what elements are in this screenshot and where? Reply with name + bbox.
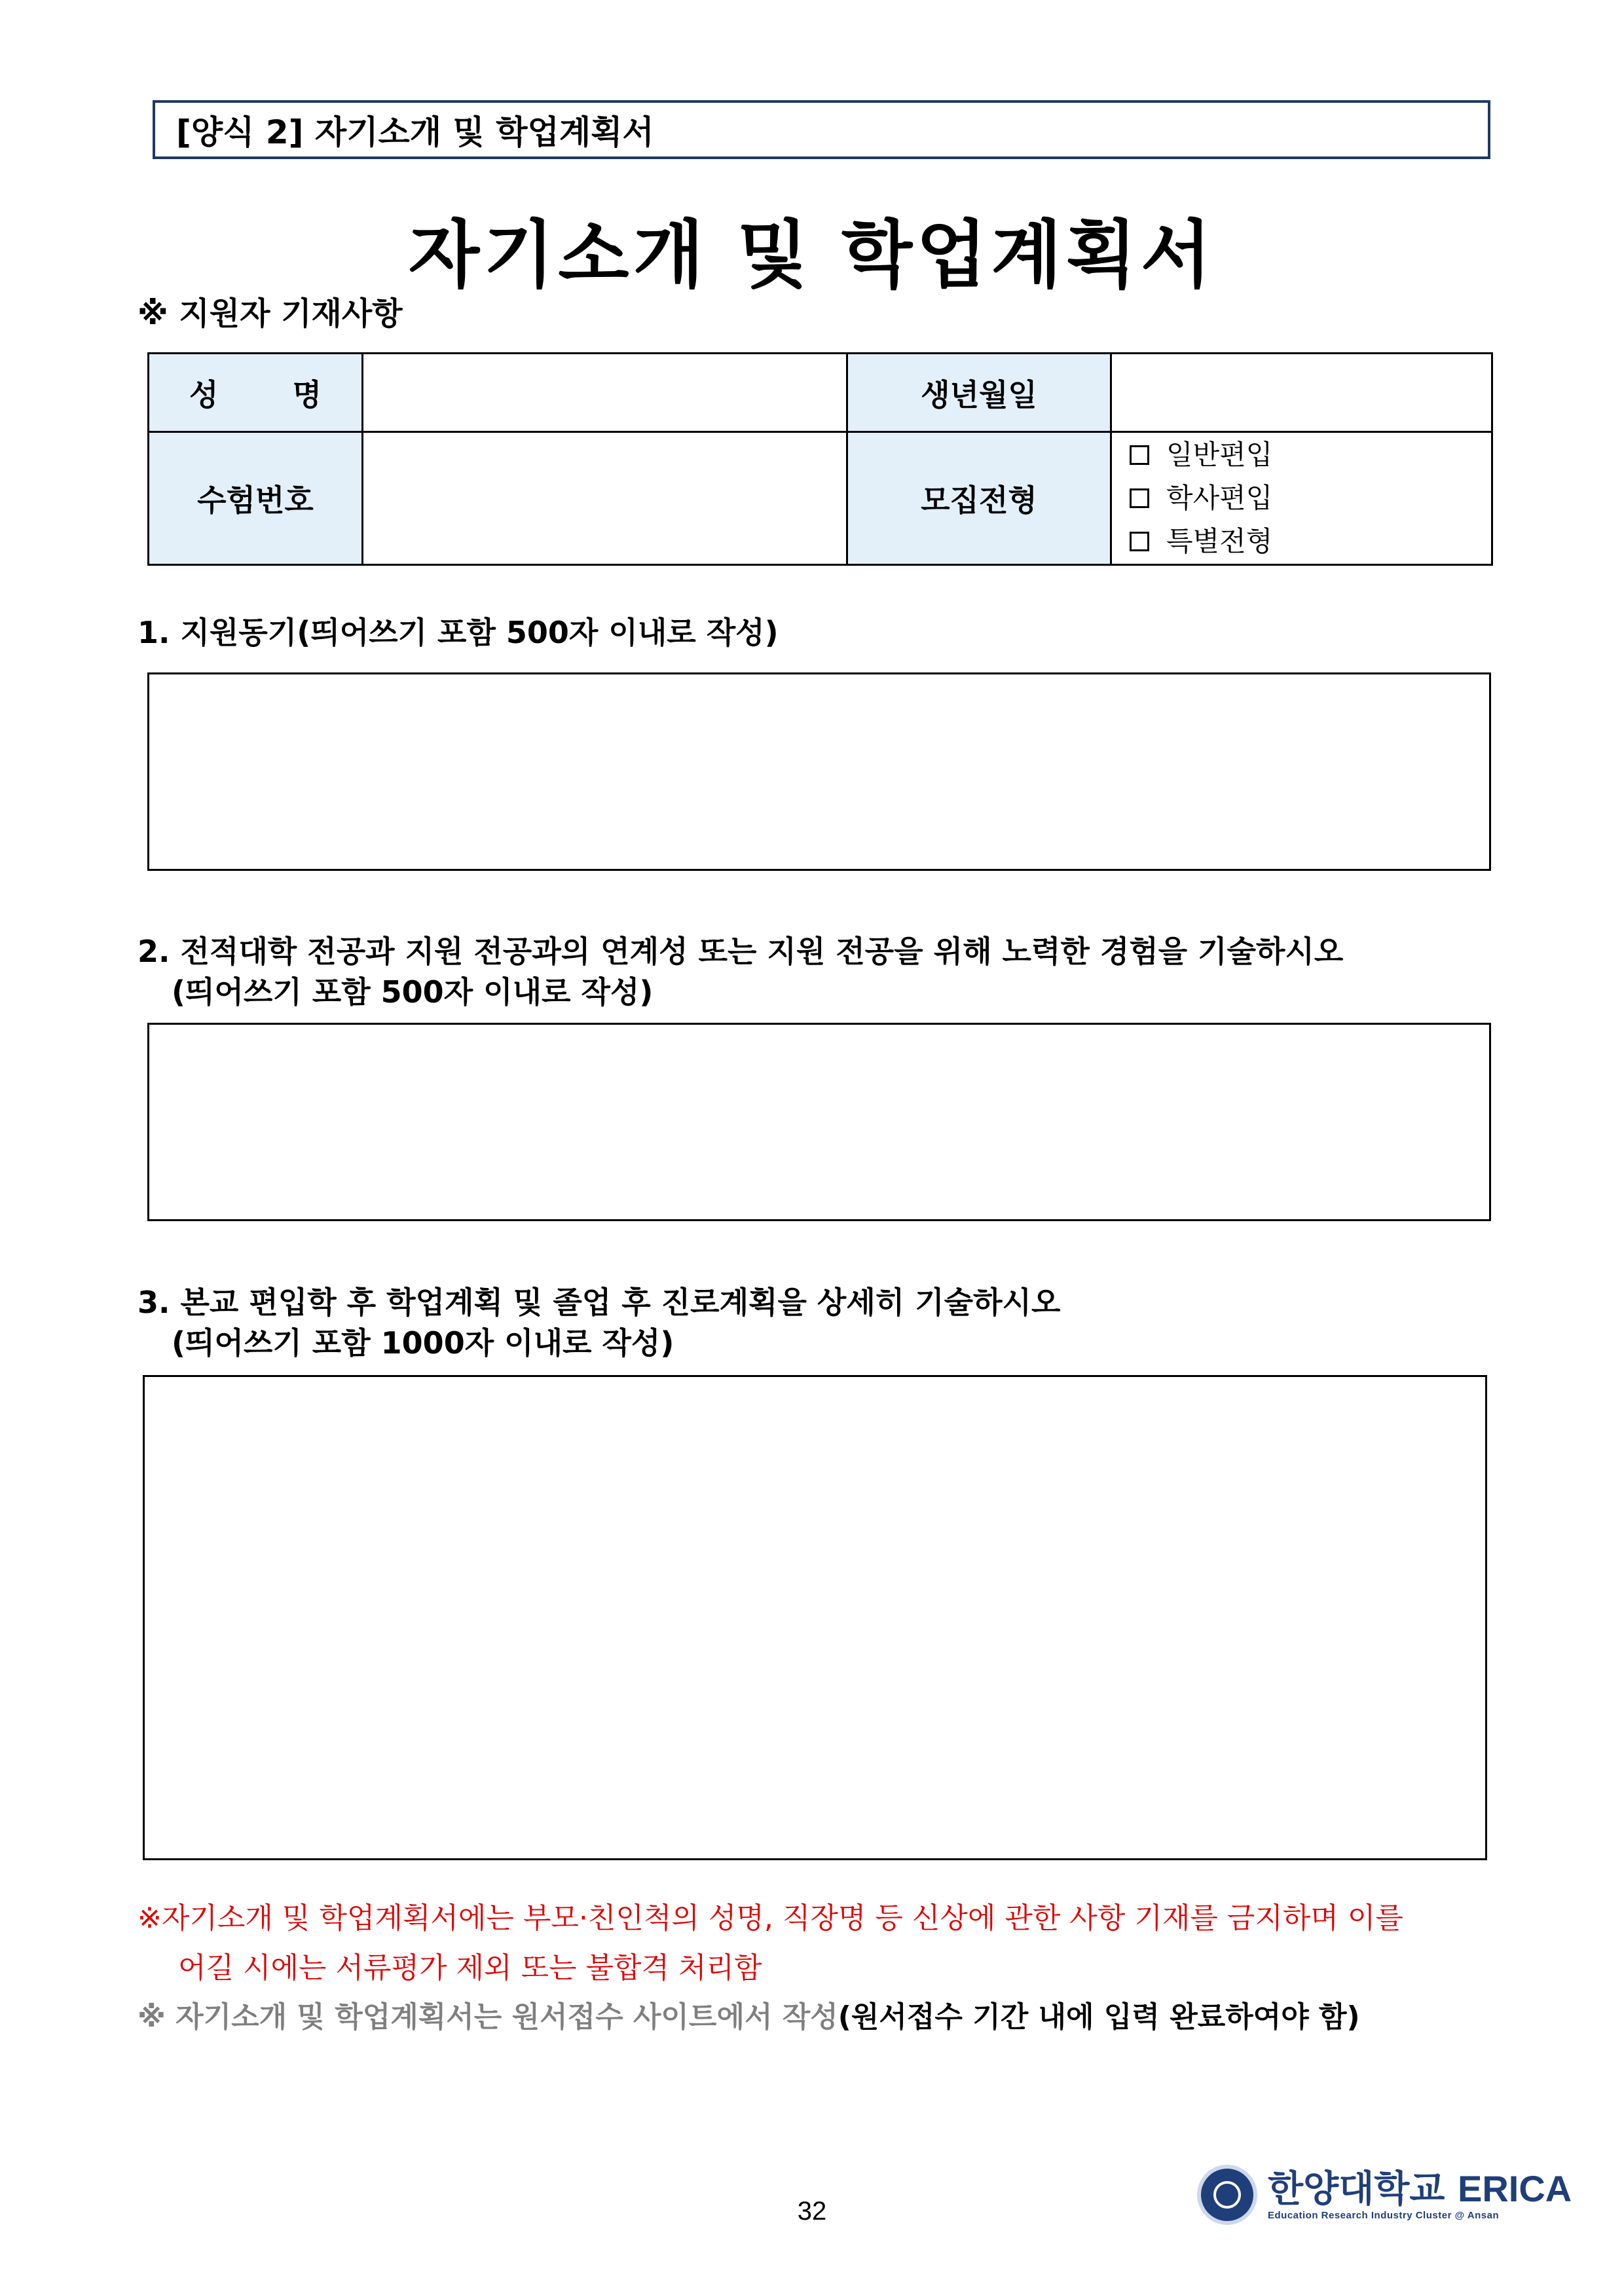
question-2 (138, 931, 1343, 1012)
admission-option[interactable] (1113, 477, 1490, 520)
admission-option[interactable] (1113, 520, 1490, 563)
question-2-text: 2. 전적대학 전공과 지원 전공과의 연계성 또는 지원 전공을 위해 노력한 경험을 기술하시오 (138, 934, 1344, 969)
checkbox-icon[interactable] (1130, 488, 1149, 508)
birth-label: 생년월일 (847, 354, 1111, 432)
logo-name-en: ERICA (1457, 2168, 1572, 2209)
form-tag-text: [양식 2] 자기소개 및 학업계획서 (176, 113, 654, 151)
applicant-info-table (147, 352, 1493, 566)
name-label-part2: 명 (292, 376, 322, 413)
question-2-limit: (띄어쓰기 포함 500자 이내로 작성) (172, 974, 654, 1010)
question-1-text: 1. 지원동기(띄어쓰기 포함 500자 이내로 작성) (138, 615, 779, 650)
admission-type-label: 모집전형 (847, 432, 1111, 565)
exam-no-label: 수험번호 (149, 432, 363, 565)
university-seal-icon (1197, 2165, 1257, 2225)
page-number: 32 (797, 2197, 827, 2226)
answer-box-1[interactable] (147, 672, 1491, 871)
admission-option-label: 일반편입 (1166, 439, 1273, 471)
admission-option-label: 특별전형 (1166, 525, 1273, 557)
applicant-note: ※ 지원자 기재사항 (138, 295, 403, 332)
name-label (149, 354, 363, 432)
submission-note-black: (원서접수 기간 내에 입력 완료하여야 함) (838, 2000, 1360, 2034)
checkbox-icon[interactable] (1130, 445, 1149, 465)
question-3-limit: (띄어쓰기 포함 1000자 이내로 작성) (172, 1325, 674, 1361)
question-3-text: 3. 본교 편입학 후 학업계획 및 졸업 후 진로계획을 상세히 기술하시오 (138, 1285, 1061, 1320)
question-3 (138, 1282, 1060, 1363)
answer-box-3[interactable] (143, 1375, 1487, 1860)
exam-no-field[interactable] (363, 432, 847, 565)
submission-note (138, 1993, 1360, 2035)
admission-option-label: 학사편입 (1166, 482, 1273, 514)
logo-subtitle: Education Research Industry Cluster @ Ansan (1268, 2210, 1500, 2221)
birth-field[interactable] (1111, 354, 1492, 432)
checkbox-icon[interactable] (1130, 532, 1149, 551)
university-logo (1197, 2165, 1572, 2225)
name-field[interactable] (363, 354, 847, 432)
privacy-warning-line1: ※자기소개 및 학업계획서에는 부모·친인척의 성명, 직장명 등 신상에 관한 사항 기재를 금지하며 이를 (138, 1901, 1403, 1935)
form-tag (153, 100, 1490, 159)
privacy-warning-line2: 어길 시에는 서류평가 제외 또는 불합격 처리함 (178, 1951, 762, 1985)
privacy-warning (138, 1894, 1500, 1993)
answer-box-2[interactable] (147, 1023, 1491, 1221)
page-title: 자기소개 및 학업계획서 (409, 213, 1215, 298)
logo-name: 한양대학교 (1268, 2168, 1445, 2211)
submission-note-gray: ※ 자기소개 및 학업계획서는 원서접수 사이트에서 작성 (138, 2000, 838, 2034)
question-1 (138, 612, 779, 653)
name-label-part1: 성 (189, 376, 219, 413)
admission-option[interactable] (1113, 433, 1490, 477)
admission-type-options (1111, 432, 1492, 565)
